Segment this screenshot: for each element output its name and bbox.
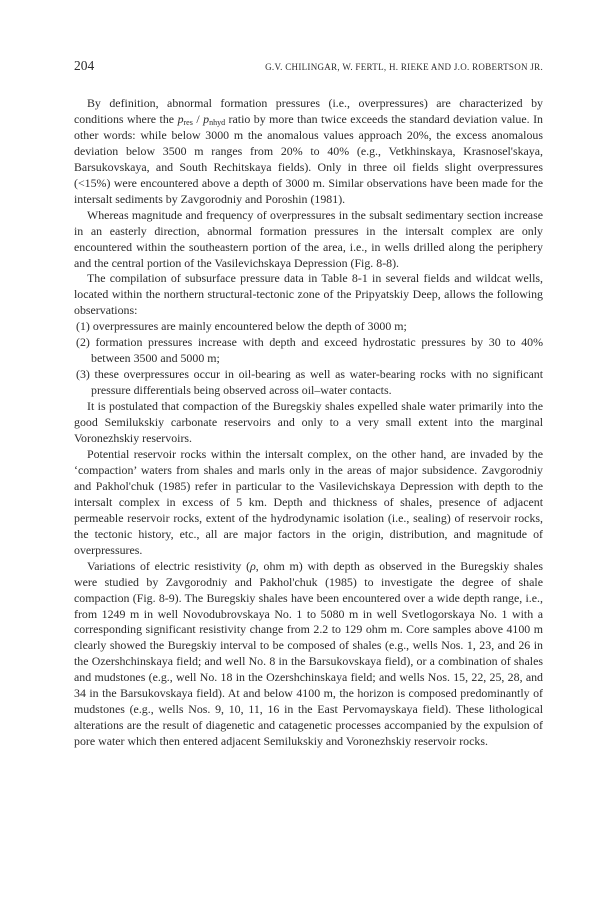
paragraph-1 [74, 96, 543, 208]
paragraph-1-text-a: By definition, abnormal formation pressures (i.e., overpressures) are characterized by conditions where the [74, 96, 543, 126]
rho-symbol: ρ [250, 558, 256, 573]
paragraph-4: It is postulated that compaction of the Buregskiy shales expelled shale water primarily into the good Semilukskiy carbonate reservoirs and only to a very small extent into the marginal Voronezhskiy reservoirs. [74, 399, 543, 446]
paragraph-6-text-a: Variations of electric resistivity ( [87, 558, 251, 573]
header-authors: G.V. CHILINGAR, W. FERTL, H. RIEKE AND J.O. ROBERTSON JR. [265, 62, 543, 72]
pressure-hyd-subscript: nhyd [209, 117, 226, 127]
page [74, 58, 543, 750]
paragraph-5: Potential reservoir rocks within the intersalt complex, on the other hand, are invaded by the ‘compaction’ waters from shales and marls only in the areas of major subsidence. Zavgorodniy and Pakhol'chuk (1985) refer in particular to the Vasilevichskaya Depression with depth to the intersalt complex in excess of 5 km. Depth and thickness of shales, presence of adjacent permeable reservoir rocks, extent of the hydrodynamic isolation (i.e., sealing) of reservoir rocks, the tectonic history, etc., all are major factors in the origin, distribution, and magnitude of overpressures. [74, 446, 543, 557]
paragraph-1-text-b: ratio by more than twice exceeds the standard deviation value. In other words: while below 3000 m the anomalous values approach 20%, the excess anomalous deviation below 3500 m ranges from 20% to 40% (e.g., Vetkhinskaya, Krasnosel'skaya, Barsukovskaya, and South Rechitskaya fields). Only in three oil fields slight overpressures (<15%) were encountered above a depth of 3000 m. Similar observations have been made for the intersalt sediments by Zavgorodniy and Poroshin (1981). [74, 111, 543, 206]
pressure-res-subscript: res [183, 117, 193, 127]
list-item-3: (3) these overpressures occur in oil-bearing as well as water-bearing rocks with no significant pressure differentials being observed across oil–water contacts. [76, 367, 543, 398]
page-number: 204 [74, 58, 95, 73]
list-item-1: (1) overpressures are mainly encountered below the depth of 3000 m; [76, 319, 407, 334]
running-head [74, 58, 543, 80]
paragraph-2: Whereas magnitude and frequency of overpressures in the subsalt sedimentary section increase in an easterly direction, abnormal formation pressures in the intersalt complex are only encountered within the southeastern portion of the area, i.e., in wells drilled along the periphery and the central portion of the Vasilevichskaya Depression (Fig. 8-8). [74, 207, 543, 270]
pressure-hyd-symbol: p [203, 111, 210, 126]
paragraph-6-text-b: , ohm m) with depth as observed in the Buregskiy shales were studied by Zavgorodniy and Pakhol'chuk (1985) to investigate the degree of shale compaction (Fig. 8-9). The Buregskiy shales have been encountered over a wide depth range, i.e., from 1249 m in well Novodubrovskaya No. 1 to 5080 m in well Svetlogorskaya No. 1 with a corresponding significant resistivity change from 2.2 to 129 ohm m. Core samples above 4100 m clearly showed the Buregskiy interval to be composed of shales (e.g., wells Nos. 1, 23, and 26 in the Ozershchinskaya field; and well No. 8 in the Barsukovskaya field), or a combination of shales and mudstones (e.g., well No. 18 in the Ozershchinskaya field; and wells Nos. 15, 22, 25, 28, and 34 in the Barsukovskaya field). At and below 4100 m, the horizon is composed predominantly of mudstones (e.g., wells Nos. 9, 10, 11, 16 in the East Pervomayskaya field). These lithological alterations are the result of diagenetic and catagenetic processes accompanied by the expulsion of pore water which then entered adjacent Semilukskiy and Voronezhskiy reservoir rocks. [74, 558, 543, 749]
paragraph-3: The compilation of subsurface pressure data in Table 8-1 in several fields and wildcat wells, located within the northern structural-tectonic zone of the Pripyatskiy Deep, allows the following observations: [74, 271, 543, 318]
pressure-res-symbol: p [177, 111, 184, 126]
ratio-slash: / [192, 111, 204, 126]
list-item-2: (2) formation pressures increase with depth and exceed hydrostatic pressures by 30 to 40% between 3500 and 5000 m; [76, 335, 543, 366]
paragraph-6 [74, 559, 543, 750]
body-text [74, 96, 543, 750]
